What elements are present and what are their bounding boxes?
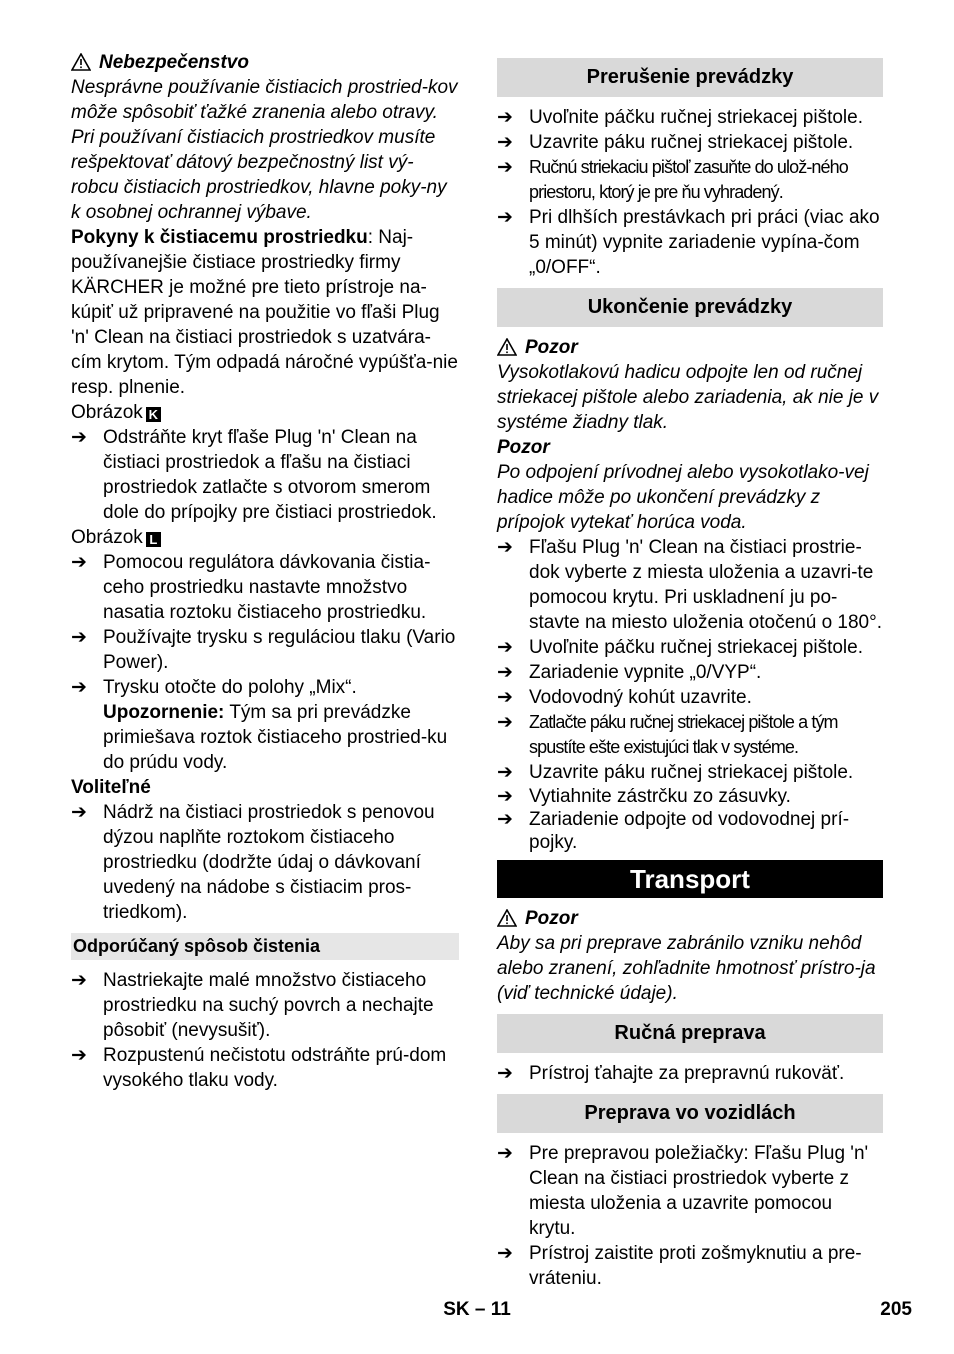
arrow-icon: ➔ (497, 107, 513, 128)
figure-k-badge: K (146, 407, 161, 422)
danger-text-2: Pri používaní čistiacich prostriedkov musíte rešpektovať dátový bezpečnostný list vý-robcu čistiacich prostriedkov, hlavne poky-ny k osobnej ochrannej výbave. (71, 127, 447, 223)
arrow-icon: ➔ (71, 552, 87, 573)
arrow-icon: ➔ (497, 762, 513, 783)
step-k1: ➔ Odstráňte kryt fľaše Plug 'n' Clean na čistiaci prostriedok a fľašu na čistiaci prostriedok zatlačte s otvorom smerom dole do prípojky pre čistiaci prostriedok. (71, 427, 437, 523)
recommended-cleaning-heading: Odporúčaný spôsob čistenia (71, 933, 459, 960)
step-optional-1: ➔ Nádrž na čistiaci prostriedok s penovou dýzou naplňte roztokom čistiaceho prostriedku (dodržte údaj o dávkovaní uvedený na nádobe s čistiacim pros-triedkom). (71, 802, 435, 923)
detergent-instructions-label: Pokyny k čistiacemu prostriedku (71, 227, 368, 248)
vehicle-step-2: ➔ Prístroj zaistite proti zošmyknutiu a pre-vráteniu. (497, 1243, 862, 1289)
optional-heading: Voliteľné (71, 777, 151, 798)
caution-text-2: Po odpojení prívodnej alebo vysokotlako-vej hadice môže po ukončení prevádzky z prípojok vytekať horúca voda. (497, 462, 869, 533)
footer-section-label: SK – 11 (443, 1299, 511, 1320)
arrow-icon: ➔ (71, 677, 87, 698)
arrow-icon: ➔ (497, 786, 513, 807)
manual-step-1: ➔ Prístroj ťahajte za prepravnú rukoväť. (497, 1063, 845, 1084)
arrow-icon: ➔ (497, 637, 513, 658)
note-text: Tým sa pri prevádzke primiešava roztok čistiaceho prostried-ku do prúdu vody. (103, 702, 448, 773)
left-column (71, 50, 459, 1093)
arrow-icon: ➔ (497, 687, 513, 708)
arrow-icon: ➔ (497, 1243, 513, 1264)
chapter-transport: Transport (497, 860, 883, 898)
figure-ref-l (71, 525, 459, 550)
int-step-3: ➔ Ručnú striekaciu pištoľ zasuňte do ulož-ného priestoru, ktorý je pre ňu vyhradený. (497, 155, 883, 205)
caution-heading-2: Pozor (497, 437, 550, 458)
arrow-icon: ➔ (497, 207, 513, 228)
end-step-1: ➔ Fľašu Plug 'n' Clean na čistiaci prostrie-dok vyberte z miesta uloženia a uzavri-te pomocou krytu. Pri uskladnení ju po-stavte na miesto uloženia otočenú o 180°. (497, 537, 882, 633)
caution-heading (497, 335, 883, 360)
int-step-4: ➔ Pri dlhších prestávkach pri práci (viac ako 5 minút) vypnite zariadenie vypína-čom „0/OFF“. (497, 207, 880, 278)
arrow-icon: ➔ (497, 537, 513, 558)
figure-label: Obrázok (71, 402, 143, 423)
vehicle-step-1: ➔ Pre prepravou poležiačky: Fľašu Plug 'n' Clean na čistiaci prostriedok vyberte z miesta uloženia a uzavrite pomocou krytu. (497, 1143, 869, 1239)
end-step-7: ➔ Vytiahnite zástrčku zo zásuvky. (497, 786, 791, 807)
arrow-icon: ➔ (497, 1143, 513, 1164)
step-l2: ➔ Používajte trysku s reguláciou tlaku (Vario Power). (71, 627, 456, 673)
note-paragraph (71, 700, 459, 775)
figure-l-badge: L (146, 532, 161, 547)
arrow-icon: ➔ (497, 662, 513, 683)
figure-label: Obrázok (71, 527, 143, 548)
section-shutdown: Ukončenie prevádzky (497, 288, 883, 327)
arrow-icon: ➔ (71, 802, 87, 823)
right-column (497, 58, 883, 1291)
arrow-icon: ➔ (497, 712, 513, 733)
step-rec-2: ➔ Rozpustenú nečistotu odstráňte prú-dom vysokého tlaku vody. (71, 1045, 447, 1091)
transport-caution-text: Aby sa pri preprave zabránilo vzniku nehôd alebo zranení, zohľadnite hmotnosť prístro-ja (viď technické údaje). (497, 933, 876, 1004)
arrow-icon: ➔ (497, 809, 513, 830)
warning-triangle-icon (71, 53, 93, 73)
caution-title: Pozor (525, 337, 578, 358)
end-step-2: ➔ Uvoľnite páčku ručnej striekacej pištole. (497, 637, 863, 658)
step-l3: ➔ Trysku otočte do polohy „Mix“. (71, 677, 357, 698)
arrow-icon: ➔ (71, 970, 87, 991)
warning-triangle-icon (497, 338, 519, 358)
caution-text-1: Vysokotlakovú hadicu odpojte len od ručnej striekacej pištole alebo zariadenia, ak nie je v systéme žiadny tlak. (497, 362, 879, 433)
arrow-icon: ➔ (497, 157, 513, 178)
detergent-instructions (71, 225, 459, 400)
end-step-3: ➔ Zariadenie vypnite „0/VYP“. (497, 662, 762, 683)
warning-triangle-icon (497, 909, 519, 929)
int-step-1: ➔ Uvoľnite páčku ručnej striekacej pištole. (497, 107, 863, 128)
arrow-icon: ➔ (71, 1045, 87, 1066)
section-vehicle-transport: Preprava vo vozidlách (497, 1094, 883, 1133)
step-rec-1: ➔ Nastriekajte malé množstvo čistiaceho prostriedku na suchý povrch a nechajte pôsobiť (nevysušiť). (71, 970, 434, 1041)
transport-caution-heading (497, 906, 883, 931)
figure-ref-k (71, 400, 459, 425)
step-l1: ➔ Pomocou regulátora dávkovania čistia-ceho prostriedku nastavte množstvo nasatia roztoku čistiaceho prostriedku. (71, 552, 431, 623)
arrow-icon: ➔ (497, 1063, 513, 1084)
danger-heading (71, 50, 459, 75)
end-step-5: ➔ Zatlačte páku ručnej striekacej pištole a tým spustíte ešte existujúci tlak v systéme. (497, 710, 883, 760)
transport-caution-title: Pozor (525, 908, 578, 929)
int-step-2: ➔ Uzavrite páku ručnej striekacej pištole. (497, 132, 854, 153)
end-step-8: ➔ Zariadenie odpojte od vodovodnej prí-pojky. (497, 809, 850, 853)
danger-text-1: Nesprávne používanie čistiacich prostried-kov môže spôsobiť ťažké zranenia alebo otravy. (71, 77, 458, 123)
arrow-icon: ➔ (71, 427, 87, 448)
end-step-6: ➔ Uzavrite páku ručnej striekacej pištole. (497, 762, 854, 783)
danger-title: Nebezpečenstvo (99, 52, 249, 73)
section-manual-transport: Ručná preprava (497, 1014, 883, 1053)
arrow-icon: ➔ (71, 627, 87, 648)
note-label: Upozornenie: (103, 702, 225, 723)
section-interruption: Prerušenie prevádzky (497, 58, 883, 97)
end-step-4: ➔ Vodovodný kohút uzavrite. (497, 687, 752, 708)
detergent-instructions-text: : Naj-používanejšie čistiace prostriedky firmy KÄRCHER je možné pre tieto prístroje na-kúpiť už pripravené na použitie vo fľaši Plug 'n' Clean na čistiaci prostriedok s uzatvára-cím krytom. Tým odpadá náročné vypúšťa-nie resp. plnenie. (71, 227, 458, 398)
arrow-icon: ➔ (497, 132, 513, 153)
page-number: 205 (880, 1299, 912, 1320)
